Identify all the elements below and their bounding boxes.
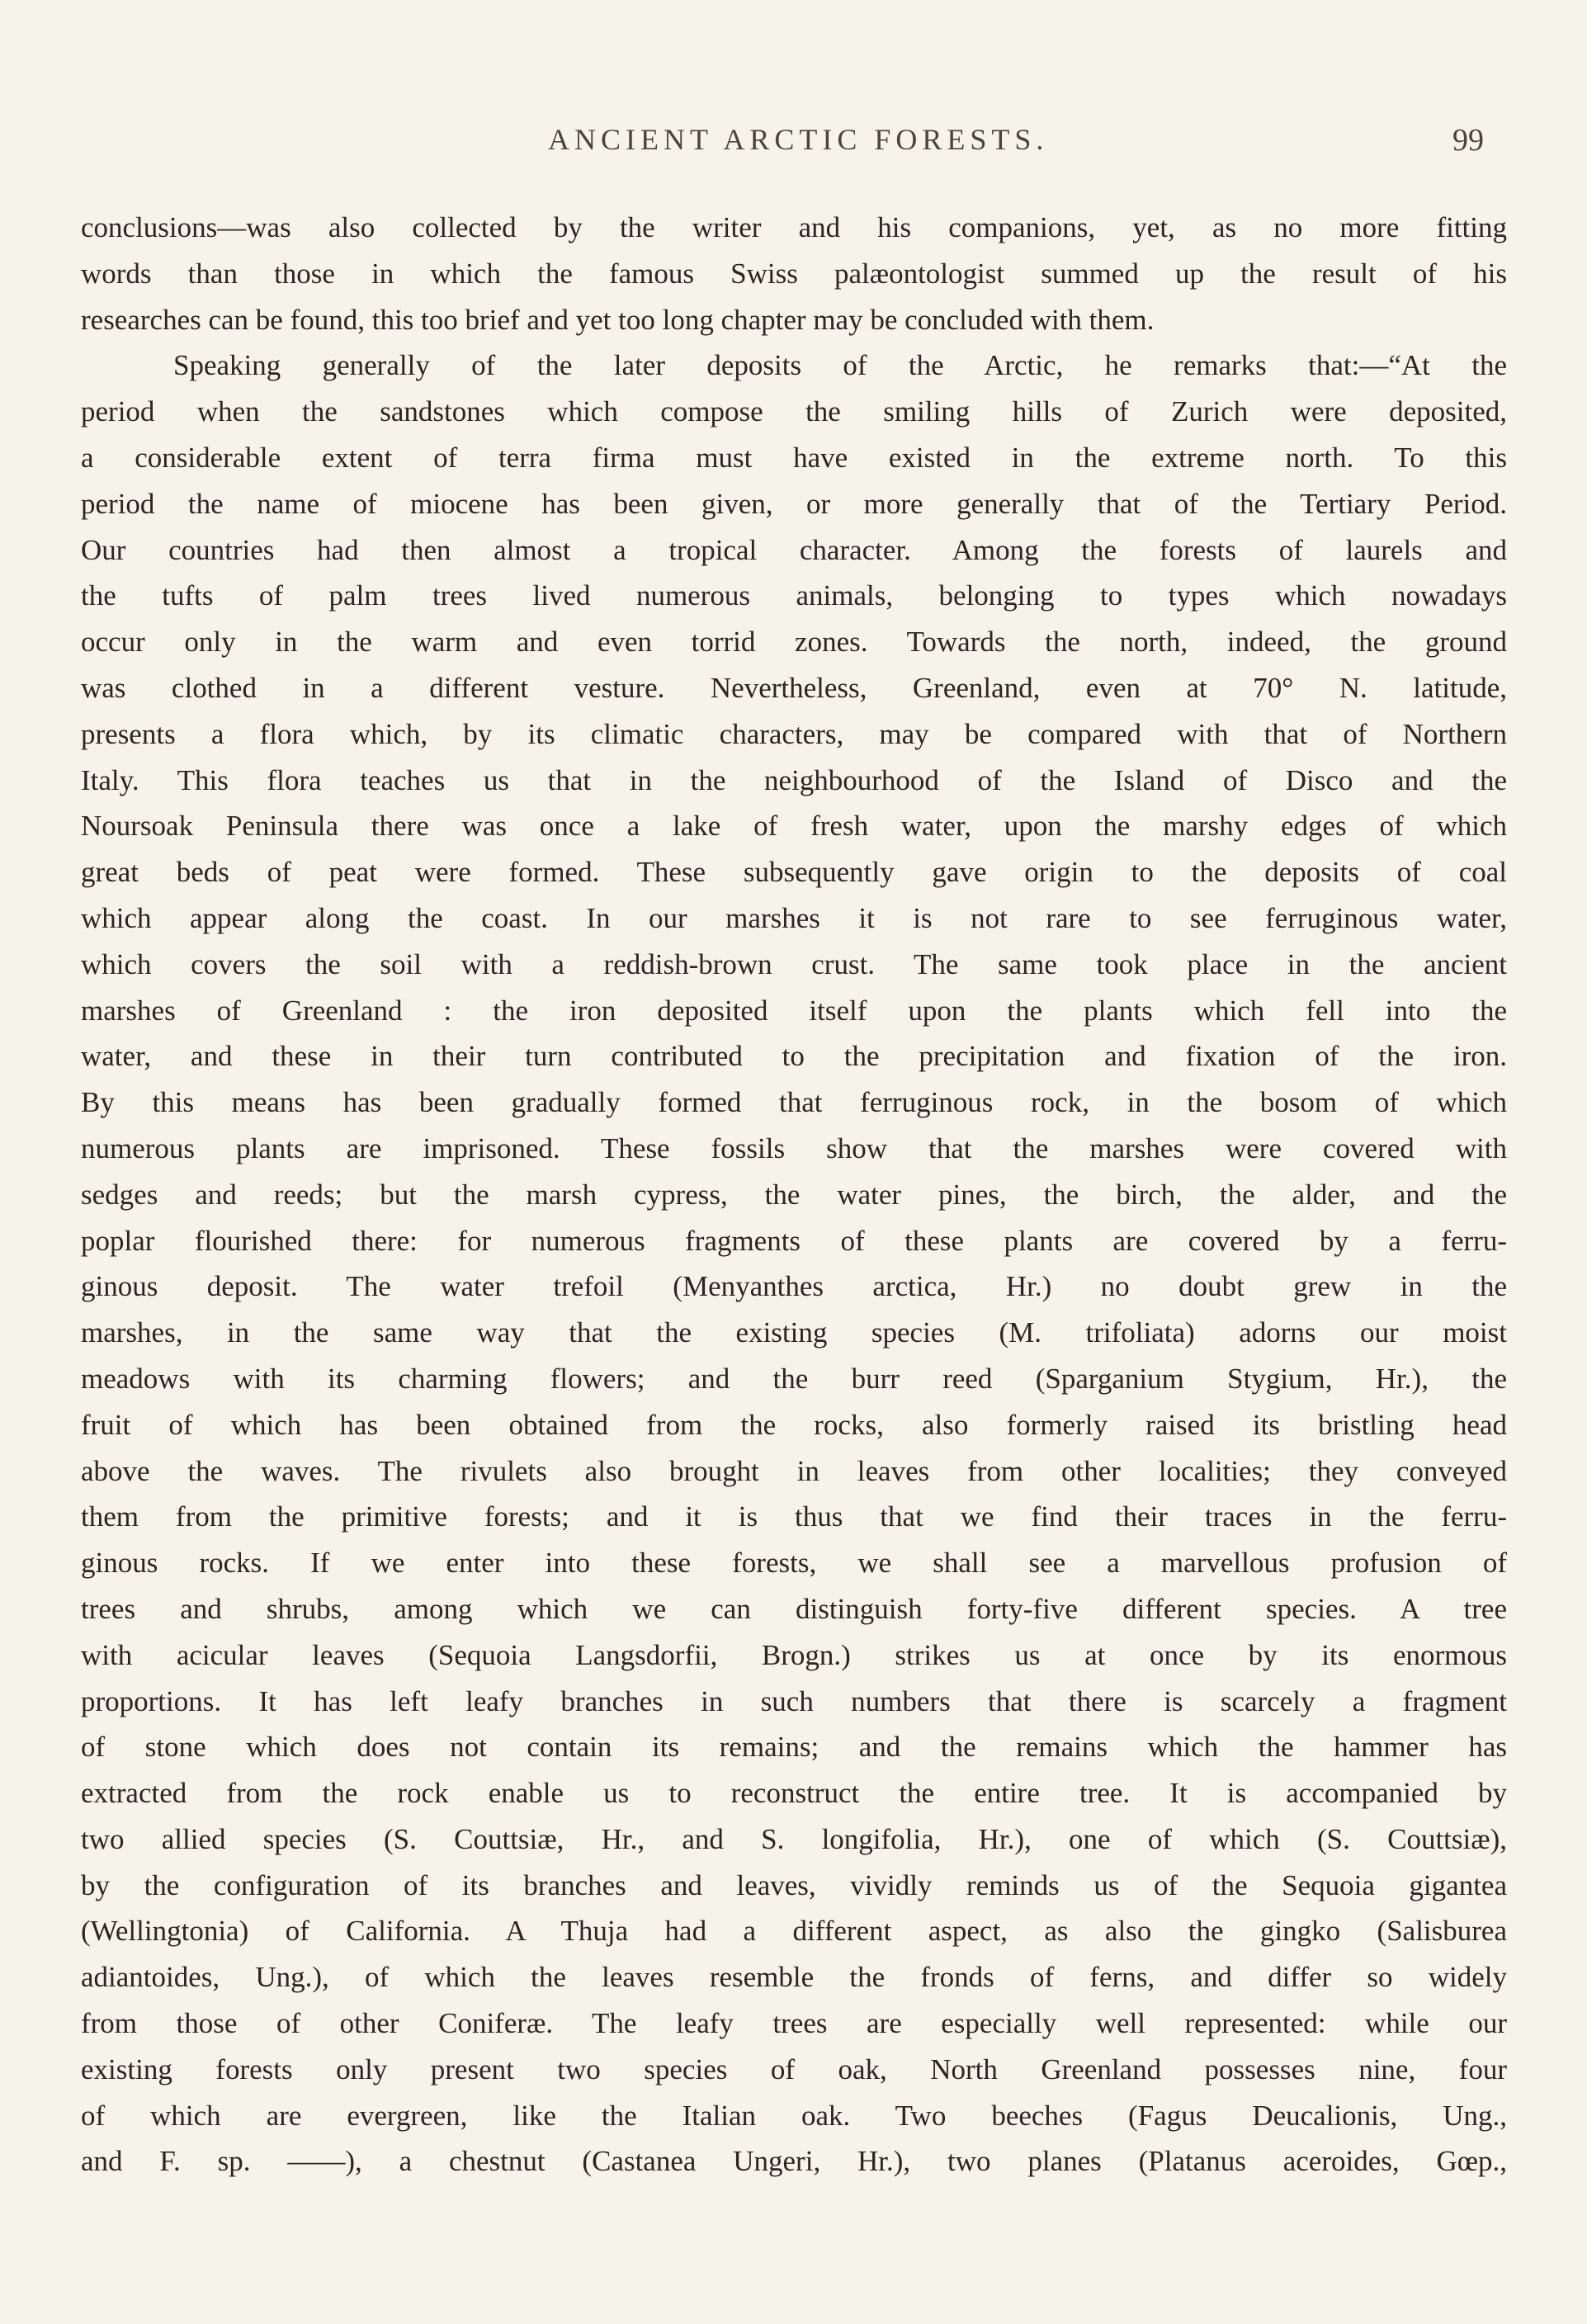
- text-line: with acicular leaves (Sequoia Langsdorfii, Brogn.) strikes us at once by its enormous: [81, 1638, 1507, 1671]
- text-line: by the configuration of its branches and leaves, vividly reminds us of the Sequoia gigantea: [81, 1868, 1507, 1901]
- text-line: By this means has been gradually formed that ferruginous rock, in the bosom of which: [81, 1086, 1507, 1119]
- text-line: adiantoides, Ung.), of which the leaves resemble the fronds of ferns, and differ so widely: [81, 1961, 1507, 1994]
- text-line: marshes, in the same way that the existing species (M. trifoliata) adorns our moist: [81, 1316, 1507, 1349]
- text-line: sedges and reeds; but the marsh cypress, the water pines, the birch, the alder, and the: [81, 1178, 1507, 1211]
- text-line: of stone which does not contain its remains; and the remains which the hammer has: [81, 1731, 1507, 1764]
- text-line: presents a flora which, by its climatic characters, may be compared with that of Northern: [81, 717, 1507, 750]
- text-line: proportions. It has left leafy branches in such numbers that there is scarcely a fragment: [81, 1684, 1507, 1717]
- text-line: them from the primitive forests; and it is thus that we find their traces in the ferru-: [81, 1500, 1507, 1533]
- text-line: Noursoak Peninsula there was once a lake of fresh water, upon the marshy edges of which: [81, 810, 1507, 843]
- text-line: ginous deposit. The water trefoil (Menyanthes arctica, Hr.) no doubt grew in the: [81, 1270, 1507, 1303]
- text-line: trees and shrubs, among which we can distinguish forty-five different species. A tree: [81, 1592, 1507, 1625]
- text-line: two allied species (S. Couttsiæ, Hr., and S. longifolia, Hr.), one of which (S. Couttsiæ),: [81, 1822, 1507, 1855]
- text-line: numerous plants are imprisoned. These fossils show that the marshes were covered with: [81, 1131, 1507, 1164]
- text-line: period when the sandstones which compose the smiling hills of Zurich were deposited,: [81, 395, 1507, 428]
- text-line: which appear along the coast. In our marshes it is not rare to see ferruginous water,: [81, 901, 1507, 934]
- text-line: period the name of miocene has been given, or more generally that of the Tertiary Period.: [81, 487, 1507, 520]
- text-line: Speaking generally of the later deposits of the Arctic, he remarks that:—“At the: [173, 349, 1507, 382]
- text-line: from those of other Coniferæ. The leafy trees are especially well represented: while our: [81, 2007, 1507, 2040]
- text-line: ginous rocks. If we enter into these forests, we shall see a marvellous profusion of: [81, 1547, 1507, 1580]
- text-line: words than those in which the famous Swiss palæontologist summed up the result of his: [81, 257, 1507, 290]
- page-number: 99: [1452, 123, 1484, 158]
- text-line: and F. sp. ——), a chestnut (Castanea Ungeri, Hr.), two planes (Platanus aceroides, Gœp.,: [81, 2145, 1507, 2178]
- text-line: of which are evergreen, like the Italian oak. Two beeches (Fagus Deucalionis, Ung.,: [81, 2099, 1507, 2132]
- text-line: water, and these in their turn contributed to the precipitation and fixation of the iron.: [81, 1040, 1507, 1073]
- text-line: great beds of peat were formed. These subsequently gave origin to the deposits of coal: [81, 856, 1507, 889]
- text-line: researches can be found, this too brief and yet too long chapter may be concluded with them.: [81, 303, 1155, 336]
- text-line: Italy. This flora teaches us that in the neighbourhood of the Island of Disco and the: [81, 763, 1507, 796]
- text-line: poplar flourished there: for numerous fragments of these plants are covered by a ferru-: [81, 1224, 1507, 1257]
- text-line: existing forests only present two species of oak, North Greenland possesses nine, four: [81, 2052, 1507, 2085]
- text-line: (Wellingtonia) of California. A Thuja had a different aspect, as also the gingko (Salisburea: [81, 1915, 1507, 1948]
- text-line: was clothed in a different vesture. Nevertheless, Greenland, even at 70° N. latitude,: [81, 671, 1507, 704]
- text-line: meadows with its charming flowers; and the burr reed (Sparganium Stygium, Hr.), the: [81, 1362, 1507, 1395]
- text-line: a considerable extent of terra firma must have existed in the extreme north. To this: [81, 441, 1507, 474]
- running-head: [0, 122, 1587, 163]
- text-line: which covers the soil with a reddish-brown crust. The same took place in the ancient: [81, 947, 1507, 980]
- text-line: the tufts of palm trees lived numerous animals, belonging to types which nowadays: [81, 579, 1507, 612]
- text-line: extracted from the rock enable us to reconstruct the entire tree. It is accompanied by: [81, 1777, 1507, 1810]
- text-line: Our countries had then almost a tropical character. Among the forests of laurels and: [81, 533, 1507, 566]
- text-line: above the waves. The rivulets also brought in leaves from other localities; they conveyed: [81, 1454, 1507, 1487]
- text-line: conclusions—was also collected by the writer and his companions, yet, as no more fitting: [81, 211, 1507, 243]
- text-line: fruit of which has been obtained from the rocks, also formerly raised its bristling head: [81, 1408, 1507, 1441]
- body-text: [81, 205, 1507, 2185]
- text-line: marshes of Greenland : the iron deposited itself upon the plants which fell into the: [81, 994, 1507, 1027]
- text-line: occur only in the warm and even torrid zones. Towards the north, indeed, the ground: [81, 626, 1507, 659]
- running-title: ANCIENT ARCTIC FORESTS.: [548, 123, 1049, 156]
